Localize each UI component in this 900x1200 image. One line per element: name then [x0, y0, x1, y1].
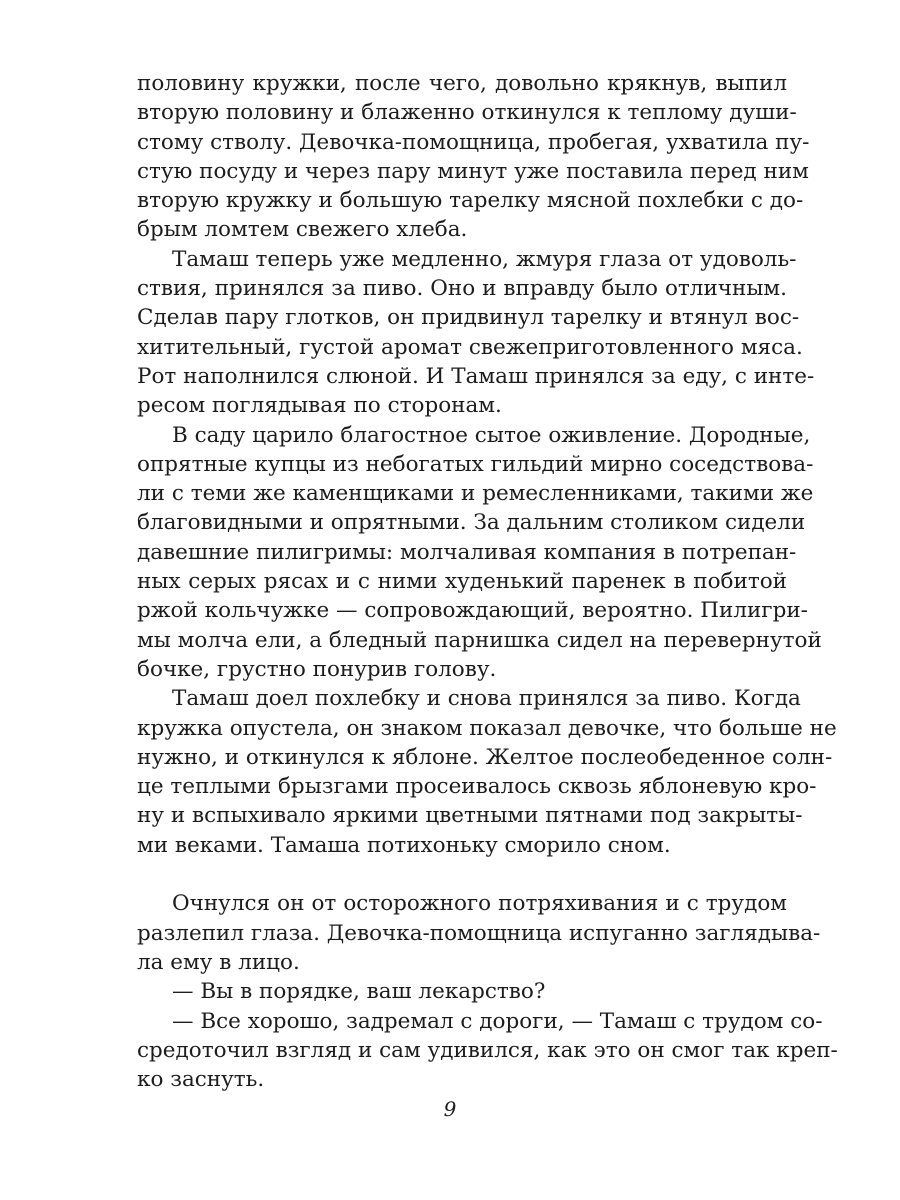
text-line: стому стволу. Девочка-помощница, пробегая, ухватила пу- — [137, 129, 810, 155]
text-line: Тамаш теперь уже медленно, жмуря глаза от удоволь- — [172, 246, 797, 272]
text-line: ла ему в лицо. — [137, 949, 300, 975]
paragraph-1 — [137, 69, 810, 245]
text-line: нужно, и откинулся к яблоне. Желтое послеобеденное солн- — [137, 744, 833, 770]
paragraph-2 — [137, 245, 815, 421]
paragraph-5 — [137, 889, 821, 977]
text-line: стую посуду и через пару минут уже поставила перед ним — [137, 158, 809, 184]
text-line: ми веками. Тамаша потихоньку сморило сном. — [137, 832, 671, 858]
text-line: — Вы в порядке, ваш лекарство? — [172, 979, 546, 1005]
dialogue-line-1 — [137, 977, 787, 1006]
text-line: ных серых рясах и с ними худенький паренек в побитой — [137, 569, 787, 595]
text-line: мы молча ели, а бледный парнишка сидел на перевернутой — [137, 627, 822, 653]
text-line: опрятные купцы из небогатых гильдий мирно соседствова- — [137, 451, 814, 477]
text-line: благовидными и опрятными. За дальним столиком сидели — [137, 510, 806, 536]
page-number: 9 — [443, 1097, 457, 1121]
section-break — [137, 860, 787, 889]
text-line: бочке, грустно понурив голову. — [137, 656, 497, 682]
paragraph-4 — [137, 684, 837, 860]
text-line: половину кружки, после чего, довольно крякнув, выпил — [137, 71, 787, 96]
text-line: ко заснуть. — [137, 1067, 265, 1093]
text-line: ствия, принялся за пиво. Оно и вправду было отличным. — [137, 276, 787, 302]
text-line: брым ломтем свежего хлеба. — [137, 217, 468, 243]
text-line: — Все хорошо, задремал с дороги, — Тамаш с трудом со- — [172, 1008, 823, 1034]
text-line: кружка опустела, он знаком показал девочке, что больше не — [137, 715, 837, 741]
text-line: ресом поглядывая по сторонам. — [137, 393, 502, 419]
text-line: Рот наполнился слюной. И Тамаш принялся за еду, с инте- — [137, 363, 815, 389]
text-line: Сделав пару глотков, он придвинул тарелку и втянул вос- — [137, 305, 800, 331]
text-line: ржой кольчужке — сопровождающий, вероятно. Пилигри- — [137, 598, 808, 624]
body-text — [137, 69, 838, 1094]
text-line: вторую кружку и большую тарелку мясной похлебки с до- — [137, 188, 804, 214]
text-line: В саду царило благостное сытое оживление. Дородные, — [172, 422, 811, 448]
text-line: це теплыми брызгами просеивалось сквозь яблоневую кро- — [137, 774, 817, 800]
text-line: давешние пилигримы: молчаливая компания в потрепан- — [137, 539, 797, 565]
text-line: хитительный, густой аромат свежеприготовленного мяса. — [137, 334, 803, 360]
text-line: ли с теми же каменщиками и ремесленниками, такими же — [137, 481, 814, 507]
text-line: Очнулся он от осторожного потряхивания и с трудом — [172, 891, 787, 917]
text-line: разлепил глаза. Девочка-помощница испуганно заглядыва- — [137, 920, 821, 946]
dialogue-line-2 — [137, 1007, 838, 1095]
text-line: вторую половину и блаженно откинулся к теплому души- — [137, 100, 797, 126]
paragraph-3 — [137, 421, 822, 685]
text-line: средоточил взгляд и сам удивился, как это он смог так креп- — [137, 1037, 838, 1063]
text-line: Тамаш доел похлебку и снова принялся за пиво. Когда — [172, 686, 801, 712]
text-line: ну и вспыхивало яркими цветными пятнами под закрыты- — [137, 803, 803, 829]
